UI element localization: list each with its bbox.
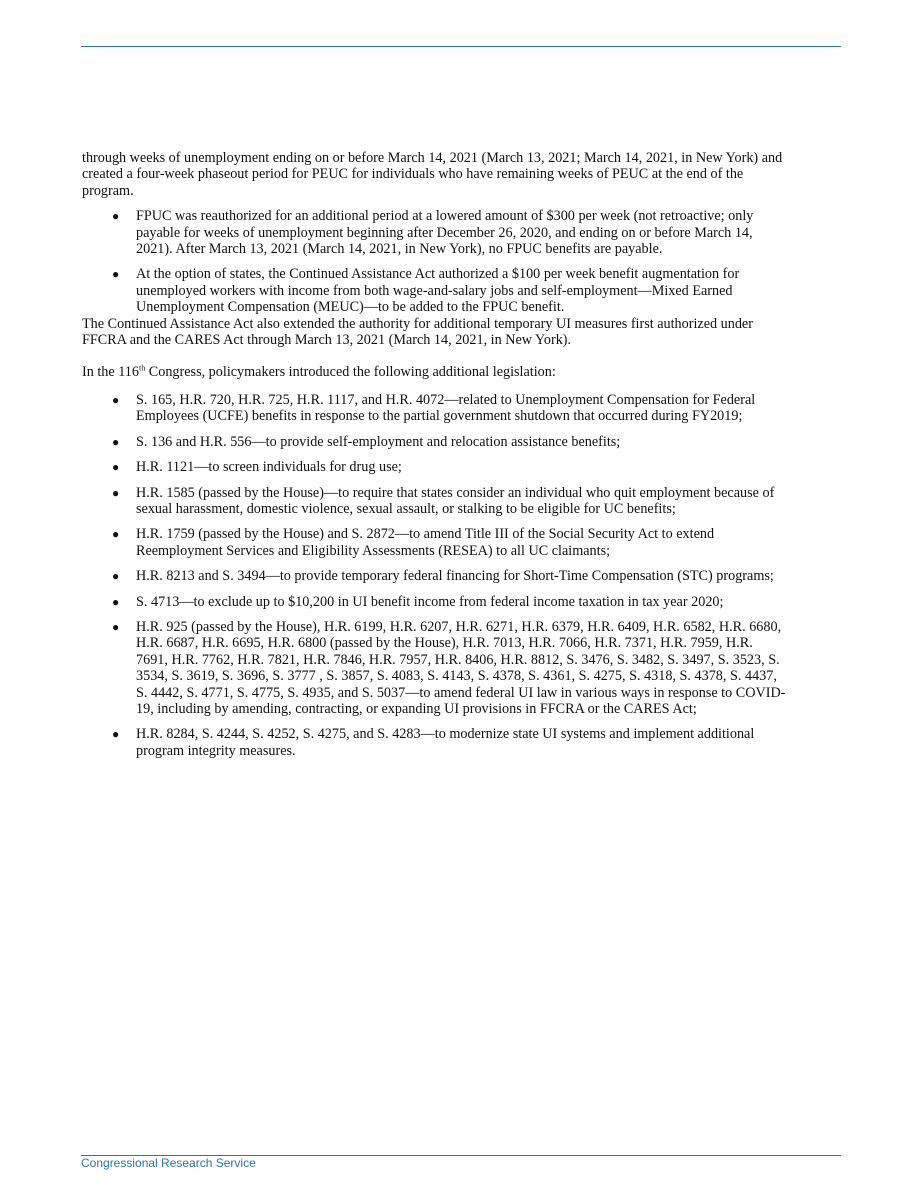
list-item: ● H.R. 1759 (passed by the House) and S. 2872—to amend Title III of the Social Security Act to extend Reemployment Services and Eligibility Assessments (RESEA) to all UC claimants; bbox=[112, 526, 715, 559]
list-item: ● S. 165, H.R. 720, H.R. 725, H.R. 1117, and H.R. 4072—related to Unemployment Compensation for Federal Employees (UCFE) benefits in response to the partial government shutdown that occurred during FY2019; bbox=[112, 391, 756, 425]
list-item: ● H.R. 1121—to screen individuals for drug use; bbox=[112, 459, 402, 476]
list-item: ● S. 4713—to exclude up to $10,200 in UI benefit income from federal income taxation in tax year 2020; bbox=[112, 593, 724, 610]
bullet-icon: ● bbox=[112, 460, 120, 475]
continuation-text: through weeks of unemployment ending on or before March 14, 2021 (March 13, 2021; March 14, 2021, in New York) and created a four-week phaseout period for PEUC for individuals who have remaining weeks of PEUC at the end of the program. bbox=[82, 150, 783, 199]
bullet-icon: ● bbox=[112, 619, 120, 634]
bullet-icon: ● bbox=[112, 594, 120, 609]
bullet-icon: ● bbox=[112, 434, 120, 449]
bullet-list-a bbox=[82, 208, 788, 315]
bullet-icon: ● bbox=[112, 727, 120, 742]
header-rule bbox=[81, 46, 841, 47]
bullet-list-b bbox=[82, 392, 788, 759]
paragraph: The Continued Assistance Act also extended the authority for additional temporary UI measures first authorized under FFCRA and the CARES Act through March 13, 2021 (March 14, 2021, in New York). bbox=[82, 315, 753, 349]
list-item: ● H.R. 925 (passed by the House), H.R. 6199, H.R. 6207, H.R. 6271, H.R. 6379, H.R. 6409, H.R. 6582, H.R. 6680, H.R. 6687, H.R. 6695, H.R. 6800 (passed by the House), H.R. 7013, H.R. 7066, H.R. 7371, H.R. 7959, H.R. 7691, H.R. 7762, H.R. 7821, H.R. 7846, H.R. 7957, H.R. 8406, H.R. 8812, S. 3476, S. 3482, S. 3497, S. 3523, S. 3534, S. 3619, S. 3696, S. 3777 , S. 3857, S. 4083, S. 4143, S. 4378, S. 4361, S. 4275, S. 4318, S. 4378, S. 4437, S. 4442, S. 4771, S. 4775, S. 4935, and S. 5037—to amend federal UI law in various ways in response to COVID-19, including by amending, contracting, or expanding UI provisions in FFCRA or the CARES Act; bbox=[112, 618, 786, 717]
list-item: ● At the option of states, the Continued Assistance Act authorized a $100 per week benefit augmentation for unemployed workers with income from both wage-and-salary jobs and self-employment—Mixed Earned Unemployment Compensation (MEUC)—to be added to the FPUC benefit. bbox=[112, 266, 740, 316]
intro-paragraph: In the 116th Congress, policymakers introduced the following additional legislation: bbox=[82, 363, 556, 381]
bullet-icon: ● bbox=[112, 569, 120, 584]
document-body bbox=[82, 150, 788, 759]
bullet-icon: ● bbox=[112, 267, 120, 282]
bullet-icon: ● bbox=[112, 392, 120, 407]
list-item: ● S. 136 and H.R. 556—to provide self-employment and relocation assistance benefits; bbox=[112, 433, 621, 450]
list-item: ● H.R. 1585 (passed by the House)—to require that states consider an individual who quit employment because of sexual harassment, domestic violence, sexual assault, or stalking to be eligible for UC benefits; bbox=[112, 484, 775, 517]
list-item: ● H.R. 8213 and S. 3494—to provide temporary federal financing for Short-Time Compensation (STC) programs; bbox=[112, 568, 774, 585]
bullet-icon: ● bbox=[112, 527, 120, 542]
footer-org: Congressional Research Service bbox=[81, 1156, 256, 1170]
list-item: ● H.R. 8284, S. 4244, S. 4252, S. 4275, and S. 4283—to modernize state UI systems and implement additional program integrity measures. bbox=[112, 726, 755, 759]
bullet-icon: ● bbox=[112, 485, 120, 500]
bullet-icon: ● bbox=[112, 209, 120, 224]
list-item: ● FPUC was reauthorized for an additional period at a lowered amount of $300 per week (not retroactive; only payable for weeks of unemployment beginning after December 26, 2020, and ending on or before March 14, 2021). After March 13, 2021 (March 14, 2021, in New York), no FPUC benefits are payable. bbox=[112, 208, 754, 258]
